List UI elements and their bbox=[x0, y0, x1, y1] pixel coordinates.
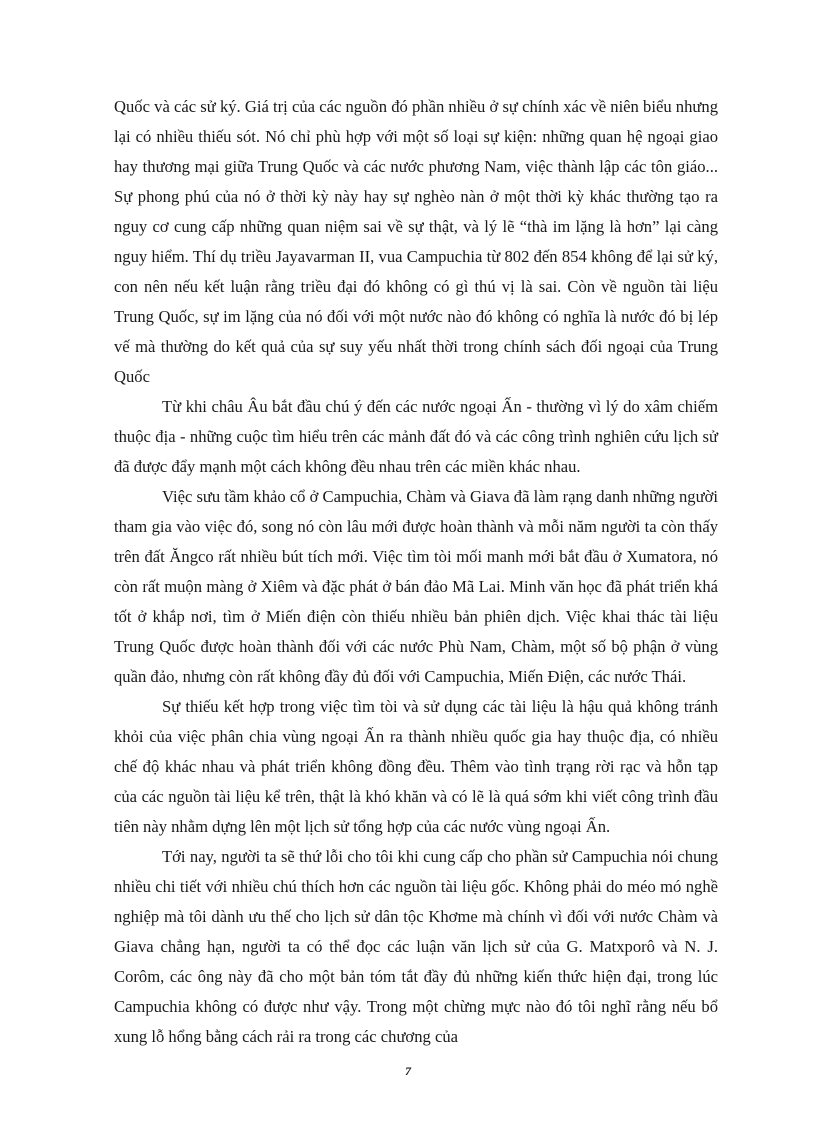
document-page bbox=[114, 92, 718, 1052]
paragraph-europe-research: Từ khi châu Âu bắt đầu chú ý đến các nước ngoại Ấn - thường vì lý do xâm chiếm thuộc địa - những cuộc tìm hiểu trên các mảnh đất đó và các công trình nghiên cứu lịch sử đã được đẩy mạnh một cách không đều nhau trên các miền khác nhau. bbox=[114, 397, 718, 476]
paragraph-continuation: Quốc và các sử ký. Giá trị của các nguồn đó phần nhiều ở sự chính xác về niên biểu nhưng lại có nhiều thiếu sót. Nó chỉ phù hợp với một số loại sự kiện: những quan hệ ngoại giao hay thương mại giữa Trung Quốc và các nước phương Nam, việc thành lập các tôn giáo... Sự phong phú của nó ở thời kỳ này hay sự nghèo nàn ở một thời kỳ khác thường tạo ra nguy cơ cung cấp những quan niệm sai về sự thật, và lý lẽ “thà im lặng là hơn” lại càng nguy hiểm. Thí dụ triều Jayavarman II, vua Campuchia từ 802 đến 854 không để lại sử ký, con nên nếu kết luận rằng triều đại đó không có gì thú vị là sai. Còn về nguồn tài liệu Trung Quốc, sự im lặng của nó đối với một nước nào đó không có nghĩa là nước đó bị lép vế mà thường do kết quả của sự suy yếu nhất thời trong chính sách đối ngoại của Trung Quốc bbox=[114, 97, 718, 386]
paragraph-cambodia-history: Tới nay, người ta sẽ thứ lỗi cho tôi khi cung cấp cho phần sử Campuchia nói chung nhiều chi tiết với nhiều chú thích hơn các nguồn tài liệu gốc. Không phải do méo mó nghề nghiệp mà tôi dành ưu thế cho lịch sử dân tộc Khơme mà chính vì đối với nước Chàm và Giava chẳng hạn, người ta có thể đọc các luận văn lịch sử của G. Matxporô và N. J. Corôm, các ông này đã cho một bản tóm tắt đầy đủ những kiến thức hiện đại, trong lúc Campuchia không có được như vậy. Trong một chừng mực nào đó tôi nghĩ rằng nếu bổ xung lỗ hổng bằng cách rải ra trong các chương của bbox=[114, 847, 718, 1046]
paragraph-coordination: Sự thiếu kết hợp trong việc tìm tòi và sử dụng các tài liệu là hậu quả không tránh khỏi của việc phân chia vùng ngoại Ấn ra thành nhiều quốc gia hay thuộc địa, có nhiều chế độ khác nhau và phát triển không đồng đều. Thêm vào tình trạng rời rạc và hỗn tạp của các nguồn tài liệu kể trên, thật là khó khăn và có lẽ là quá sớm khi viết công trình đầu tiên này nhằm dựng lên một lịch sử tổng hợp của các nước vùng ngoại Ấn. bbox=[114, 697, 718, 836]
page-number: 7 bbox=[405, 1064, 411, 1078]
paragraph-archaeology: Việc sưu tầm khảo cổ ở Campuchia, Chàm và Giava đã làm rạng danh những người tham gia vào việc đó, song nó còn lâu mới được hoàn thành và mỗi năm người ta còn thấy trên đất Ăngco rất nhiều bút tích mới. Việc tìm tòi mối manh mới bắt đầu ở Xumatora, nó còn rất muộn màng ở Xiêm và đặc phát ở bán đảo Mã Lai. Minh văn học đã phát triển khá tốt ở khắp nơi, tìm ở Miến điện còn thiếu nhiều bản phiên dịch. Việc khai thác tài liệu Trung Quốc được hoàn thành đối với các nước Phù Nam, Chàm, một số bộ phận ở vùng quần đảo, nhưng còn rất không đầy đủ đối với Campuchia, Miến Điện, các nước Thái. bbox=[114, 487, 718, 686]
